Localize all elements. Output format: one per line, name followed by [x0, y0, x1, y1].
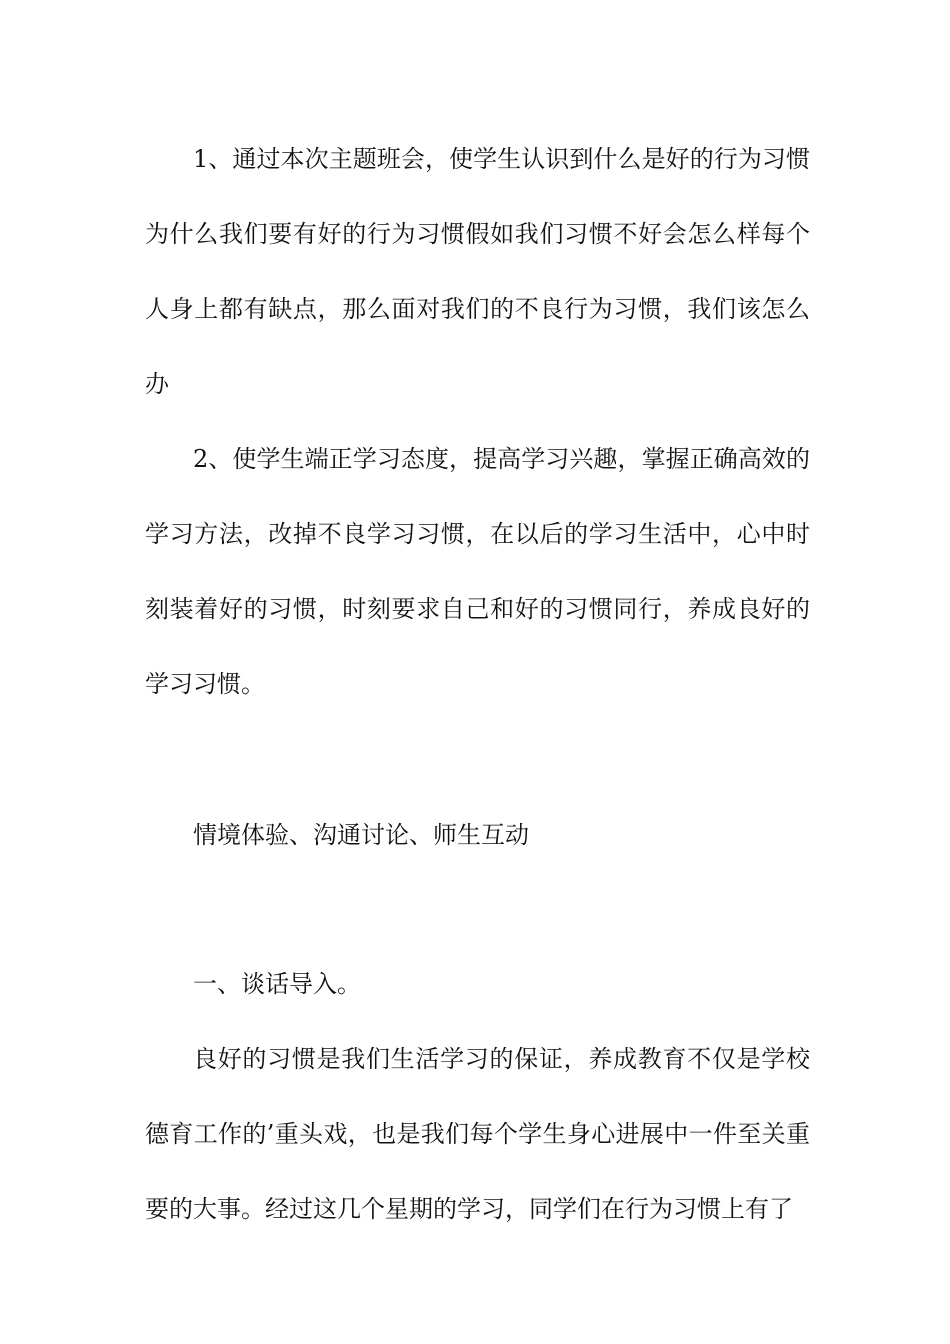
objective-1-paragraph: 1、通过本次主题班会，使学生认识到什么是好的行为习惯为什么我们要有好的行为习惯假如我们习惯不好会怎么样每个人身上都有缺点，那么面对我们的不良行为习惯，我们该怎么办 [145, 145, 810, 398]
section-1-heading: 一、谈话导入。 [193, 970, 361, 998]
spacer [145, 722, 810, 798]
document-body [145, 122, 810, 1247]
section-1-paragraph: 良好的习惯是我们生活学习的保证，养成教育不仅是学校德育工作的’重头戏，也是我们每个学生身心进展中一件至关重要的大事。经过这几个星期的学习，同学们在行为习惯上有了 [145, 1045, 810, 1223]
methods-line: 情境体验、沟通讨论、师生互动 [193, 821, 529, 849]
spacer [145, 873, 810, 947]
objective-2-paragraph: 2、使学生端正学习态度，提高学习兴趣，掌握正确高效的学习方法，改掉不良学习习惯，在以后的学习生活中，心中时刻装着好的习惯，时刻要求自己和好的习惯同行，养成良好的学习习惯。 [145, 445, 810, 698]
